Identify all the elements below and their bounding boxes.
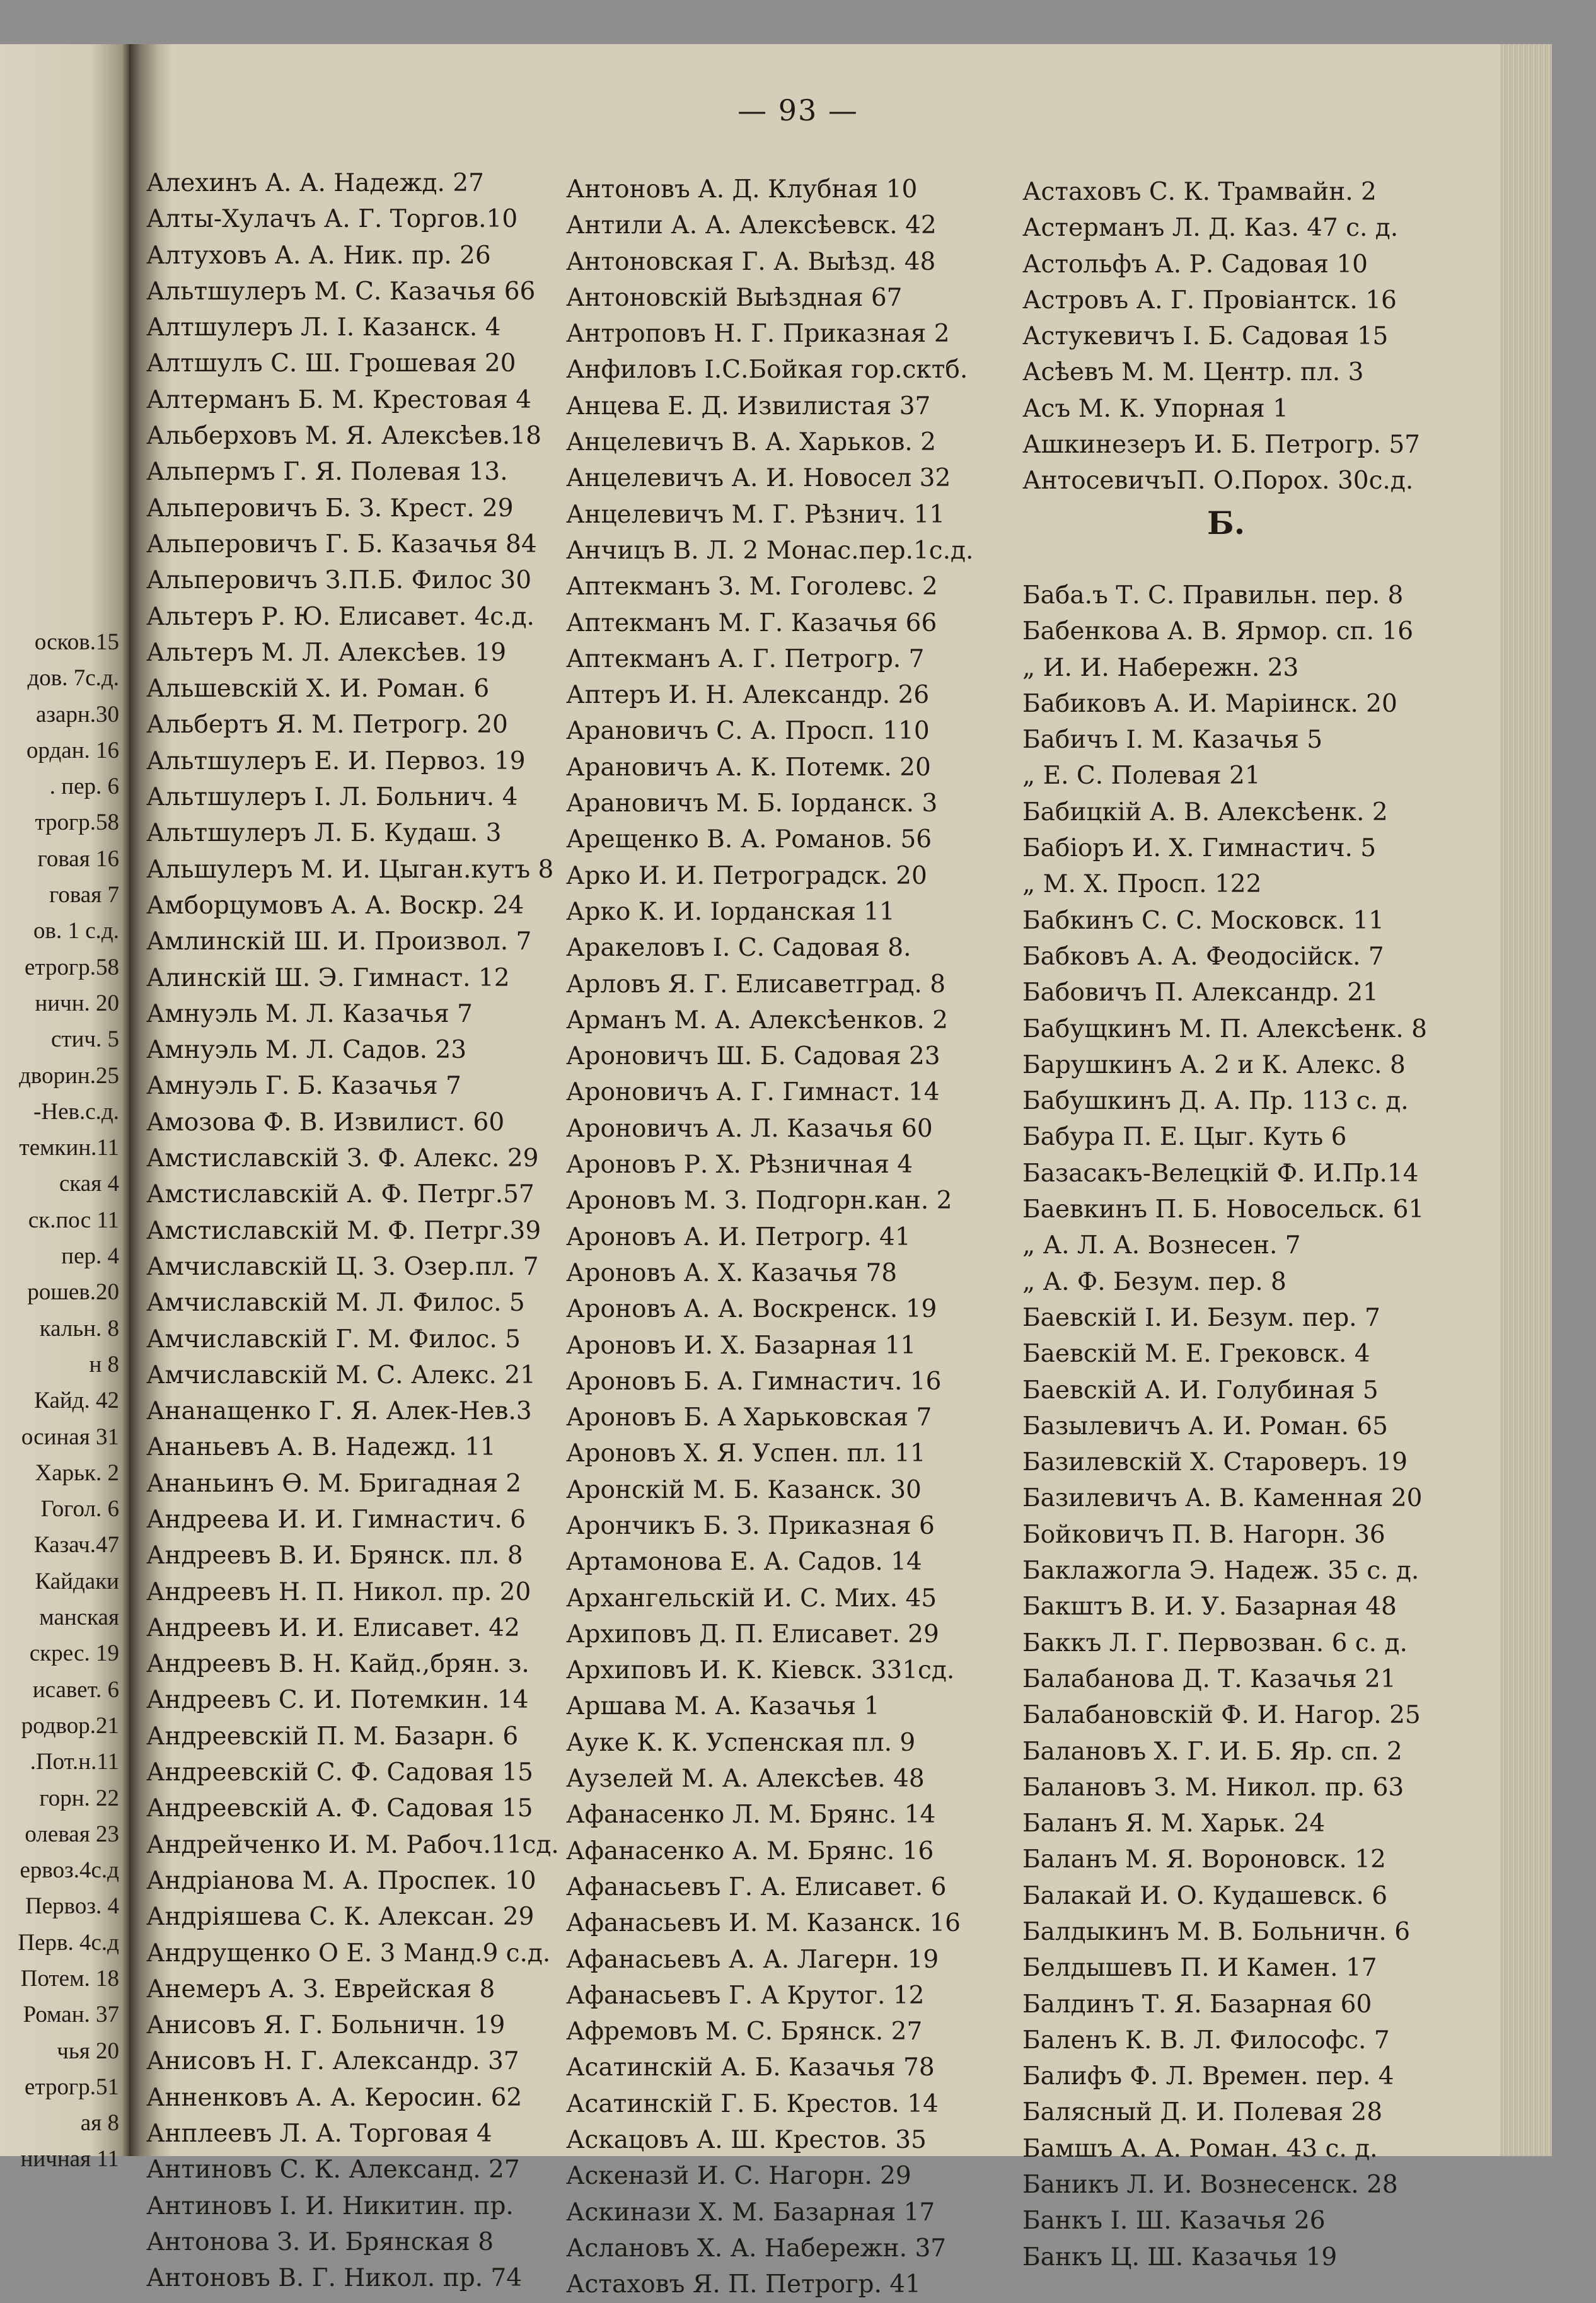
left-page-fragment: ничная 11: [20, 2146, 119, 2172]
directory-entry: Альбертъ Я. М. Петрогр. 20: [146, 711, 508, 740]
directory-entry: Амчиславскій М. Л. Филос. 5: [146, 1289, 525, 1318]
directory-entry: Балановъ З. М. Никол. пр. 63: [1022, 1773, 1404, 1802]
directory-entry: Андреева И. И. Гимнастич. 6: [146, 1505, 526, 1534]
directory-entry: Аракеловъ І. С. Садовая 8.: [566, 934, 911, 963]
directory-entry: Алехинъ А. А. Надежд. 27: [146, 169, 484, 197]
directory-entry: Афанасьевъ Г. А Крутог. 12: [566, 1981, 925, 2010]
directory-entry: Бабковъ А. А. Феодосійск. 7: [1022, 942, 1384, 971]
left-page-fragment: родвор.21: [21, 1712, 119, 1739]
directory-entry: Бамшъ А. А. Роман. 43 с. д.: [1022, 2134, 1378, 2163]
directory-entry: Бабура П. Е. Цыг. Куть 6: [1022, 1123, 1347, 1152]
directory-entry: Антили А. А. Алексѣевск. 42: [566, 211, 937, 240]
directory-entry: Ананьинъ Ѳ. М. Бригадная 2: [146, 1469, 522, 1498]
directory-entry: Бабіоръ И. Х. Гимнастич. 5: [1022, 834, 1377, 863]
left-page-fragment-list: [18, 624, 119, 2178]
left-page-fragment: пер. 4: [61, 1243, 119, 1270]
directory-entry: Анцелевичъ В. А. Харьков. 2: [566, 428, 936, 457]
directory-entry: Анцева Е. Д. Извилистая 37: [566, 392, 931, 421]
directory-entry: Анненковъ А. А. Керосин. 62: [146, 2083, 523, 2112]
directory-entry: Бабущкинъ М. П. Алексѣенк. 8: [1022, 1014, 1427, 1043]
directory-entry: Анисовъ Н. Г. Александр. 37: [146, 2047, 519, 2076]
left-page-fragment: н 8: [89, 1351, 119, 1378]
directory-entry: Андреевъ Н. П. Никол. пр. 20: [146, 1577, 531, 1606]
directory-entry: Базасакъ-Велецкій Ф. И.Пр.14: [1022, 1159, 1419, 1188]
left-page-edge: [0, 44, 129, 2172]
directory-entry: Астаховъ Я. П. Петрогр. 41: [566, 2270, 921, 2299]
directory-entry: Андреевъ И. И. Елисавет. 42: [146, 1613, 520, 1642]
directory-entry: Аскинази Х. М. Базарная 17: [566, 2198, 935, 2227]
directory-entry: Альтеръ Р. Ю. Елисавет. 4с.д.: [146, 602, 535, 631]
directory-entry: Ароновъ А. Х. Казачья 78: [566, 1258, 898, 1287]
left-page-fragment: трогр.58: [35, 809, 119, 836]
directory-entry: Ароновичъ А. Л. Казачья 60: [566, 1114, 933, 1143]
left-page-fragment: . пер. 6: [49, 774, 119, 800]
directory-entry: „ А. Л. А. Вознесен. 7: [1022, 1231, 1301, 1260]
directory-entry: Анплеевъ Л. А. Торговая 4: [146, 2120, 492, 2149]
directory-entry: Арманъ М. А. Алексѣенков. 2: [566, 1006, 948, 1035]
left-page-fragment: дворин.25: [19, 1062, 119, 1089]
directory-entry: Амнуэль М. Л. Казачья 7: [146, 999, 473, 1028]
left-page-fragment: кальн. 8: [39, 1315, 119, 1342]
section-heading: Б.: [1207, 504, 1246, 542]
directory-entry: Аптекманъ З. М. Гоголевс. 2: [566, 572, 938, 601]
directory-entry: Амчиславскій М. С. Алекс. 21: [146, 1360, 536, 1389]
directory-entry: Архангельскій И. С. Мих. 45: [566, 1584, 937, 1613]
directory-entry: Арещенко В. А. Романов. 56: [566, 825, 932, 854]
directory-entry: Баевскій І. И. Безум. пер. 7: [1022, 1303, 1380, 1332]
directory-entry: Ашкинезеръ И. Б. Петрогр. 57: [1022, 431, 1420, 460]
directory-entry: Альперовичъ З.П.Б. Филос 30: [146, 566, 532, 595]
directory-entry: Банкъ Ц. Ш. Казачья 19: [1022, 2242, 1338, 2271]
directory-entry: Антоновъ А. Д. Клубная 10: [566, 175, 918, 204]
directory-entry: Баланъ Я. М. Харьк. 24: [1022, 1809, 1326, 1838]
directory-entry: Баклажогла Э. Надеж. 35 с. д.: [1022, 1557, 1420, 1586]
directory-entry: Ароновъ Р. Х. Рѣзничная 4: [566, 1151, 913, 1180]
directory-entry: Ароновичъ Ш. Б. Садовая 23: [566, 1042, 940, 1071]
directory-entry: Балановъ Х. Г. И. Б. Яр. сп. 2: [1022, 1737, 1402, 1766]
directory-entry: Баевскій М. Е. Грековск. 4: [1022, 1340, 1370, 1369]
directory-entry: Асатинскій Г. Б. Крестов. 14: [566, 2089, 939, 2118]
directory-entry: Антоновскій Выѣздная 67: [566, 283, 903, 312]
directory-entry: Ароновъ Б. А Харьковская 7: [566, 1403, 932, 1432]
directory-entry: Астольфъ А. Р. Садовая 10: [1022, 250, 1368, 279]
directory-entry: Аптекманъ А. Г. Петрогр. 7: [566, 644, 925, 673]
directory-entry: Баевкинъ П. Б. Новосельск. 61: [1022, 1195, 1425, 1224]
directory-entry: Анцелевичъ М. Г. Рѣзнич. 11: [566, 500, 945, 529]
directory-entry: Аронскій М. Б. Казанск. 30: [566, 1475, 922, 1504]
directory-column-1: [146, 165, 562, 2297]
directory-entry: Афанасьевъ А. А. Лагерн. 19: [566, 1945, 939, 1974]
directory-entry: Ароновъ Б. А. Гимнастич. 16: [566, 1367, 942, 1396]
left-page-fragment: етрогр.51: [25, 2074, 119, 2100]
directory-entry: „ И. И. Набережн. 23: [1022, 653, 1299, 682]
directory-entry: Балясный Д. И. Полевая 28: [1022, 2098, 1383, 2127]
left-page-fragment: говая 7: [49, 882, 119, 908]
directory-entry: Балабановскій Ф. И. Нагор. 25: [1022, 1701, 1421, 1730]
directory-entry: Бабиковъ А. И. Маріинск. 20: [1022, 689, 1397, 718]
directory-entry: Анисовъ Я. Г. Больничн. 19: [146, 2011, 506, 2040]
left-page-fragment: исавет. 6: [32, 1676, 119, 1703]
directory-entry: „ Е. С. Полевая 21: [1022, 762, 1261, 791]
directory-entry: Бабушкинъ Д. А. Пр. 113 с. д.: [1022, 1087, 1409, 1116]
directory-entry: АнтосевичъП. О.Порох. 30с.д.: [1022, 467, 1414, 496]
directory-entry: Альберховъ М. Я. Алексѣев.18: [146, 422, 541, 451]
directory-entry: Бабицкій А. В. Алексѣенк. 2: [1022, 798, 1388, 827]
directory-entry: Амстиславскій М. Ф. Петрг.39: [146, 1216, 541, 1245]
directory-entry: Андреевъ С. И. Потемкин. 14: [146, 1686, 529, 1715]
directory-entry: Андрущенко О Е. 3 Манд.9 с.д.: [146, 1939, 551, 1968]
directory-entry: Бабовичъ П. Александр. 21: [1022, 978, 1379, 1007]
directory-entry: Антоновъ В. Г. Никол. пр. 74: [146, 2264, 523, 2293]
directory-entry: Альшевскій Х. И. Роман. 6: [146, 675, 490, 704]
directory-entry: Архиповъ Д. П. Елисавет. 29: [566, 1620, 939, 1649]
directory-entry: Баникъ Л. И. Вознесенск. 28: [1022, 2171, 1398, 2200]
directory-entry: Бабичъ І. М. Казачья 5: [1022, 726, 1323, 755]
directory-entry: Аслановъ Х. А. Набережн. 37: [566, 2234, 947, 2263]
directory-entry: Асъ М. К. Упорная 1: [1022, 394, 1288, 423]
page-stack-edge: [1500, 44, 1552, 2156]
directory-entry: Ананьевъ А. В. Надежд. 11: [146, 1433, 496, 1462]
directory-entry: Антроповъ Н. Г. Приказная 2: [566, 320, 950, 349]
left-page-fragment: Роман. 37: [23, 2002, 119, 2028]
directory-entry: Аршава М. А. Казачья 1: [566, 1692, 880, 1721]
directory-entry: Андреевъ В. Н. Кайд.,брян. з.: [146, 1650, 529, 1679]
directory-entry: Андріанова М. А. Проспек. 10: [146, 1866, 536, 1895]
directory-entry: Арко И. И. Петроградск. 20: [566, 861, 927, 890]
directory-entry: Анчицъ В. Л. 2 Монас.пер.1с.д.: [566, 536, 974, 565]
left-page-fragment: дов. 7с.д.: [27, 665, 119, 692]
directory-entry: Аскеназй И. С. Нагорн. 29: [566, 2162, 911, 2191]
left-page-fragment: чья 20: [57, 2038, 119, 2064]
directory-entry: Андреевскій П. М. Базарн. 6: [146, 1722, 519, 1751]
directory-entry: Арановичъ М. Б. Іорданск. 3: [566, 789, 938, 818]
directory-entry: Антоновская Г. А. Выѣзд. 48: [566, 247, 936, 276]
directory-entry: Алтуховъ А. А. Ник. пр. 26: [146, 241, 491, 270]
directory-entry: Астаховъ С. К. Трамвайн. 2: [1022, 178, 1377, 206]
directory-entry: Аскацовъ А. Ш. Крестов. 35: [566, 2126, 927, 2155]
directory-entry: Андреевскій С. Ф. Садовая 15: [146, 1758, 533, 1787]
directory-entry: Арановичъ А. К. Потемк. 20: [566, 753, 931, 782]
directory-entry: Арко К. И. Іорданская 11: [566, 897, 895, 926]
directory-entry: Бабкинъ С. С. Московск. 11: [1022, 906, 1384, 935]
directory-entry: Ананащенко Г. Я. Алек-Нев.3: [146, 1397, 532, 1426]
directory-entry: Альтшулеръ Л. Б. Кудаш. 3: [146, 819, 502, 848]
directory-entry: Баланъ М. Я. Вороновск. 12: [1022, 1845, 1386, 1874]
directory-entry: Альтшулеръ М. С. Казачья 66: [146, 277, 536, 306]
directory-entry: Амстиславскій З. Ф. Алекс. 29: [146, 1144, 539, 1173]
directory-entry: Ароновъ А. И. Петрогр. 41: [566, 1222, 911, 1251]
left-page-fragment: говая 16: [37, 845, 119, 872]
left-page-fragment: ская 4: [59, 1171, 119, 1197]
left-page-fragment: осиная 31: [21, 1424, 119, 1450]
left-page-fragment: темкин.11: [19, 1135, 119, 1161]
directory-entry: Амнуэль М. Л. Садов. 23: [146, 1036, 467, 1065]
directory-entry: Амчиславскій Г. М. Филос. 5: [146, 1325, 521, 1354]
directory-entry: Балдыкинъ М. В. Больничн. 6: [1022, 1917, 1411, 1946]
directory-entry: Базылевичъ А. И. Роман. 65: [1022, 1412, 1388, 1441]
directory-entry: Ароновъ А. А. Воскренск. 19: [566, 1295, 937, 1324]
left-page-fragment: ск.пос 11: [28, 1207, 119, 1233]
left-page-fragment: горн. 22: [39, 1785, 119, 1811]
directory-entry: Афремовъ М. С. Брянск. 27: [566, 2017, 923, 2046]
directory-entry: Ароновъ И. Х. Базарная 11: [566, 1331, 917, 1360]
directory-entry: Базилевичъ А. В. Каменная 20: [1022, 1484, 1423, 1513]
directory-entry: Артамонова Е. А. Садов. 14: [566, 1548, 922, 1577]
directory-entry: Амстиславскій А. Ф. Петрг.57: [146, 1180, 535, 1209]
directory-entry: Асатинскій А. Б. Казачья 78: [566, 2053, 935, 2082]
directory-entry: Баевскій А. И. Голубиная 5: [1022, 1376, 1379, 1405]
directory-entry: Алтерманъ Б. М. Крестовая 4: [146, 385, 532, 414]
directory-entry: Альшулеръ М. И. Цыган.кутъ 8: [146, 855, 554, 884]
directory-entry: Ауке К. К. Успенская пл. 9: [566, 1728, 916, 1757]
left-page-fragment: Перв. 4с.д: [18, 1929, 119, 1956]
left-page-fragment: Харьк. 2: [35, 1459, 119, 1486]
directory-entry: Ароновичъ А. Г. Гимнаст. 14: [566, 1078, 940, 1107]
directory-entry: Альтшулеръ І. Л. Больнич. 4: [146, 783, 518, 812]
directory-entry: Ароновъ Х. Я. Успен. пл. 11: [566, 1439, 926, 1468]
directory-entry: Альтеръ М. Л. Алексѣев. 19: [146, 638, 507, 667]
directory-entry: Амозова Ф. В. Извилист. 60: [146, 1108, 505, 1137]
directory-entry: Антонова З. И. Брянская 8: [146, 2227, 494, 2256]
directory-column-3-b: [1022, 577, 1464, 2275]
directory-entry: Алинскій Ш. Э. Гимнаст. 12: [146, 963, 510, 992]
directory-entry: Барушкинъ А. 2 и К. Алекс. 8: [1022, 1050, 1406, 1079]
left-page-fragment: .Пот.н.11: [30, 1749, 119, 1775]
left-page-fragment: Кайдаки: [35, 1568, 119, 1594]
directory-entry: Афанасенко Л. М. Брянс. 14: [566, 1801, 936, 1830]
directory-entry: Антиновъ С. К. Александ. 27: [146, 2155, 520, 2184]
directory-entry: Арановичъ С. А. Просп. 110: [566, 717, 930, 746]
left-page-fragment: Потем. 18: [20, 1965, 119, 1992]
directory-entry: Баленъ К. В. Л. Философс. 7: [1022, 2026, 1390, 2055]
directory-column-2: [566, 171, 1001, 2303]
directory-entry: Балабанова Д. Т. Казачья 21: [1022, 1664, 1396, 1693]
left-page-fragment: рошев.20: [27, 1279, 119, 1306]
directory-entry: Асѣевъ М. М. Центр. пл. 3: [1022, 358, 1364, 387]
directory-entry: Арончикъ Б. З. Приказная 6: [566, 1511, 935, 1540]
directory-entry: Анфиловъ І.С.Бойкая гор.сктб.: [566, 356, 968, 385]
directory-entry: Андріяшева С. К. Алексан. 29: [146, 1903, 535, 1932]
directory-entry: Андреевскій А. Ф. Садовая 15: [146, 1794, 533, 1823]
left-page-fragment: ая 8: [80, 2110, 119, 2137]
directory-entry: Амборцумовъ А. А. Воскр. 24: [146, 891, 524, 920]
left-page-fragment: стич. 5: [50, 1026, 119, 1053]
directory-entry: Андрейченко И. М. Рабоч.11сд.: [146, 1830, 559, 1859]
directory-column-3-a: [1022, 174, 1464, 499]
directory-entry: Бакштъ В. И. У. Базарная 48: [1022, 1592, 1397, 1621]
directory-entry: Алты-Хулачъ А. Г. Торгов.10: [146, 205, 518, 234]
directory-entry: Алтшулеръ Л. І. Казанск. 4: [146, 313, 501, 342]
directory-entry: Аузелей М. А. Алексѣев. 48: [566, 1765, 925, 1794]
left-page-fragment: -Нев.с.д.: [33, 1098, 119, 1125]
directory-entry: Амнуэль Г. Б. Казачья 7: [146, 1072, 461, 1101]
directory-entry: Балдинъ Т. Я. Базарная 60: [1022, 1990, 1372, 2019]
left-page-fragment: Первоз. 4: [25, 1893, 119, 1920]
directory-entry: Антиновъ І. И. Никитин. пр.: [146, 2191, 514, 2220]
directory-entry: „ А. Ф. Безум. пер. 8: [1022, 1267, 1287, 1296]
left-page-fragment: скрес. 19: [29, 1640, 119, 1667]
directory-entry: Афанасенко А. М. Брянс. 16: [566, 1836, 934, 1865]
left-page-fragment: ничн. 20: [35, 990, 119, 1016]
directory-entry: Альпермъ Г. Я. Полевая 13.: [146, 458, 508, 487]
directory-entry: Арловъ Я. Г. Елисаветград. 8: [566, 970, 946, 999]
directory-entry: Альперовичъ Б. З. Крест. 29: [146, 494, 514, 523]
left-page-fragment: ервоз.4с.д: [20, 1857, 119, 1884]
directory-entry: Ароновъ М. З. Подгорн.кан. 2: [566, 1186, 952, 1215]
directory-entry: Амлинскій Ш. И. Произвол. 7: [146, 927, 532, 956]
directory-entry: Балакай И. О. Кудашевск. 6: [1022, 1881, 1388, 1910]
directory-entry: Анемеръ А. З. Еврейская 8: [146, 1975, 495, 2004]
directory-entry: Альперовичъ Г. Б. Казачья 84: [146, 530, 537, 559]
directory-entry: Амчиславскій Ц. З. Озер.пл. 7: [146, 1252, 539, 1281]
directory-entry: Баба.ъ Т. С. Правильн. пер. 8: [1022, 581, 1404, 610]
directory-entry: Анцелевичъ А. И. Новосел 32: [566, 464, 951, 493]
left-page-fragment: Казач.47: [33, 1532, 119, 1558]
left-page-fragment: азарн.30: [35, 701, 119, 728]
directory-entry: Астукевичъ І. Б. Садовая 15: [1022, 322, 1389, 351]
directory-entry: Банкъ І. Ш. Казачья 26: [1022, 2207, 1326, 2236]
left-page-fragment: манская: [39, 1604, 119, 1631]
directory-entry: Андреевъ В. И. Брянск. пл. 8: [146, 1541, 523, 1570]
directory-entry: Афанасьевъ Г. А. Елисавет. 6: [566, 1872, 947, 1901]
left-page-fragment: Гогол. 6: [40, 1496, 119, 1523]
directory-entry: Базилевскій Х. Староверъ. 19: [1022, 1448, 1408, 1477]
directory-entry: „ М. Х. Просп. 122: [1022, 870, 1262, 899]
left-page-fragment: етрогр.58: [25, 954, 119, 980]
directory-entry: Астровъ А. Г. Провіантск. 16: [1022, 286, 1397, 315]
directory-entry: Астерманъ Л. Д. Каз. 47 с. д.: [1022, 214, 1399, 243]
left-page-fragment: олевая 23: [25, 1821, 119, 1847]
left-page-fragment: ордан. 16: [26, 737, 119, 763]
directory-entry: Бойковичъ П. В. Нагорн. 36: [1022, 1520, 1385, 1549]
page-number: — 93 —: [737, 93, 859, 127]
directory-entry: Бабенкова А. В. Ярмор. сп. 16: [1022, 617, 1414, 646]
directory-entry: Белдышевъ П. И Камен. 17: [1022, 1954, 1377, 1983]
left-page-fragment: ов. 1 с.д.: [33, 918, 119, 944]
directory-entry: Балифъ Ф. Л. Времен. пер. 4: [1022, 2062, 1394, 2091]
directory-entry: Альтшулеръ Е. И. Первоз. 19: [146, 746, 526, 775]
directory-entry: Аптеръ И. Н. Александр. 26: [566, 681, 930, 710]
directory-entry: Афанасьевъ И. М. Казанск. 16: [566, 1909, 961, 1938]
directory-entry: Архиповъ И. К. Кіевск. 331сд.: [566, 1656, 955, 1685]
left-page-fragment: осков.15: [34, 629, 119, 655]
directory-entry: Баккъ Л. Г. Первозван. 6 с. д.: [1022, 1628, 1408, 1657]
left-page-fragment: Кайд. 42: [34, 1388, 119, 1414]
directory-entry: Алтшулъ С. Ш. Грошевая 20: [146, 349, 516, 378]
directory-entry: Аптекманъ М. Г. Казачья 66: [566, 608, 937, 637]
